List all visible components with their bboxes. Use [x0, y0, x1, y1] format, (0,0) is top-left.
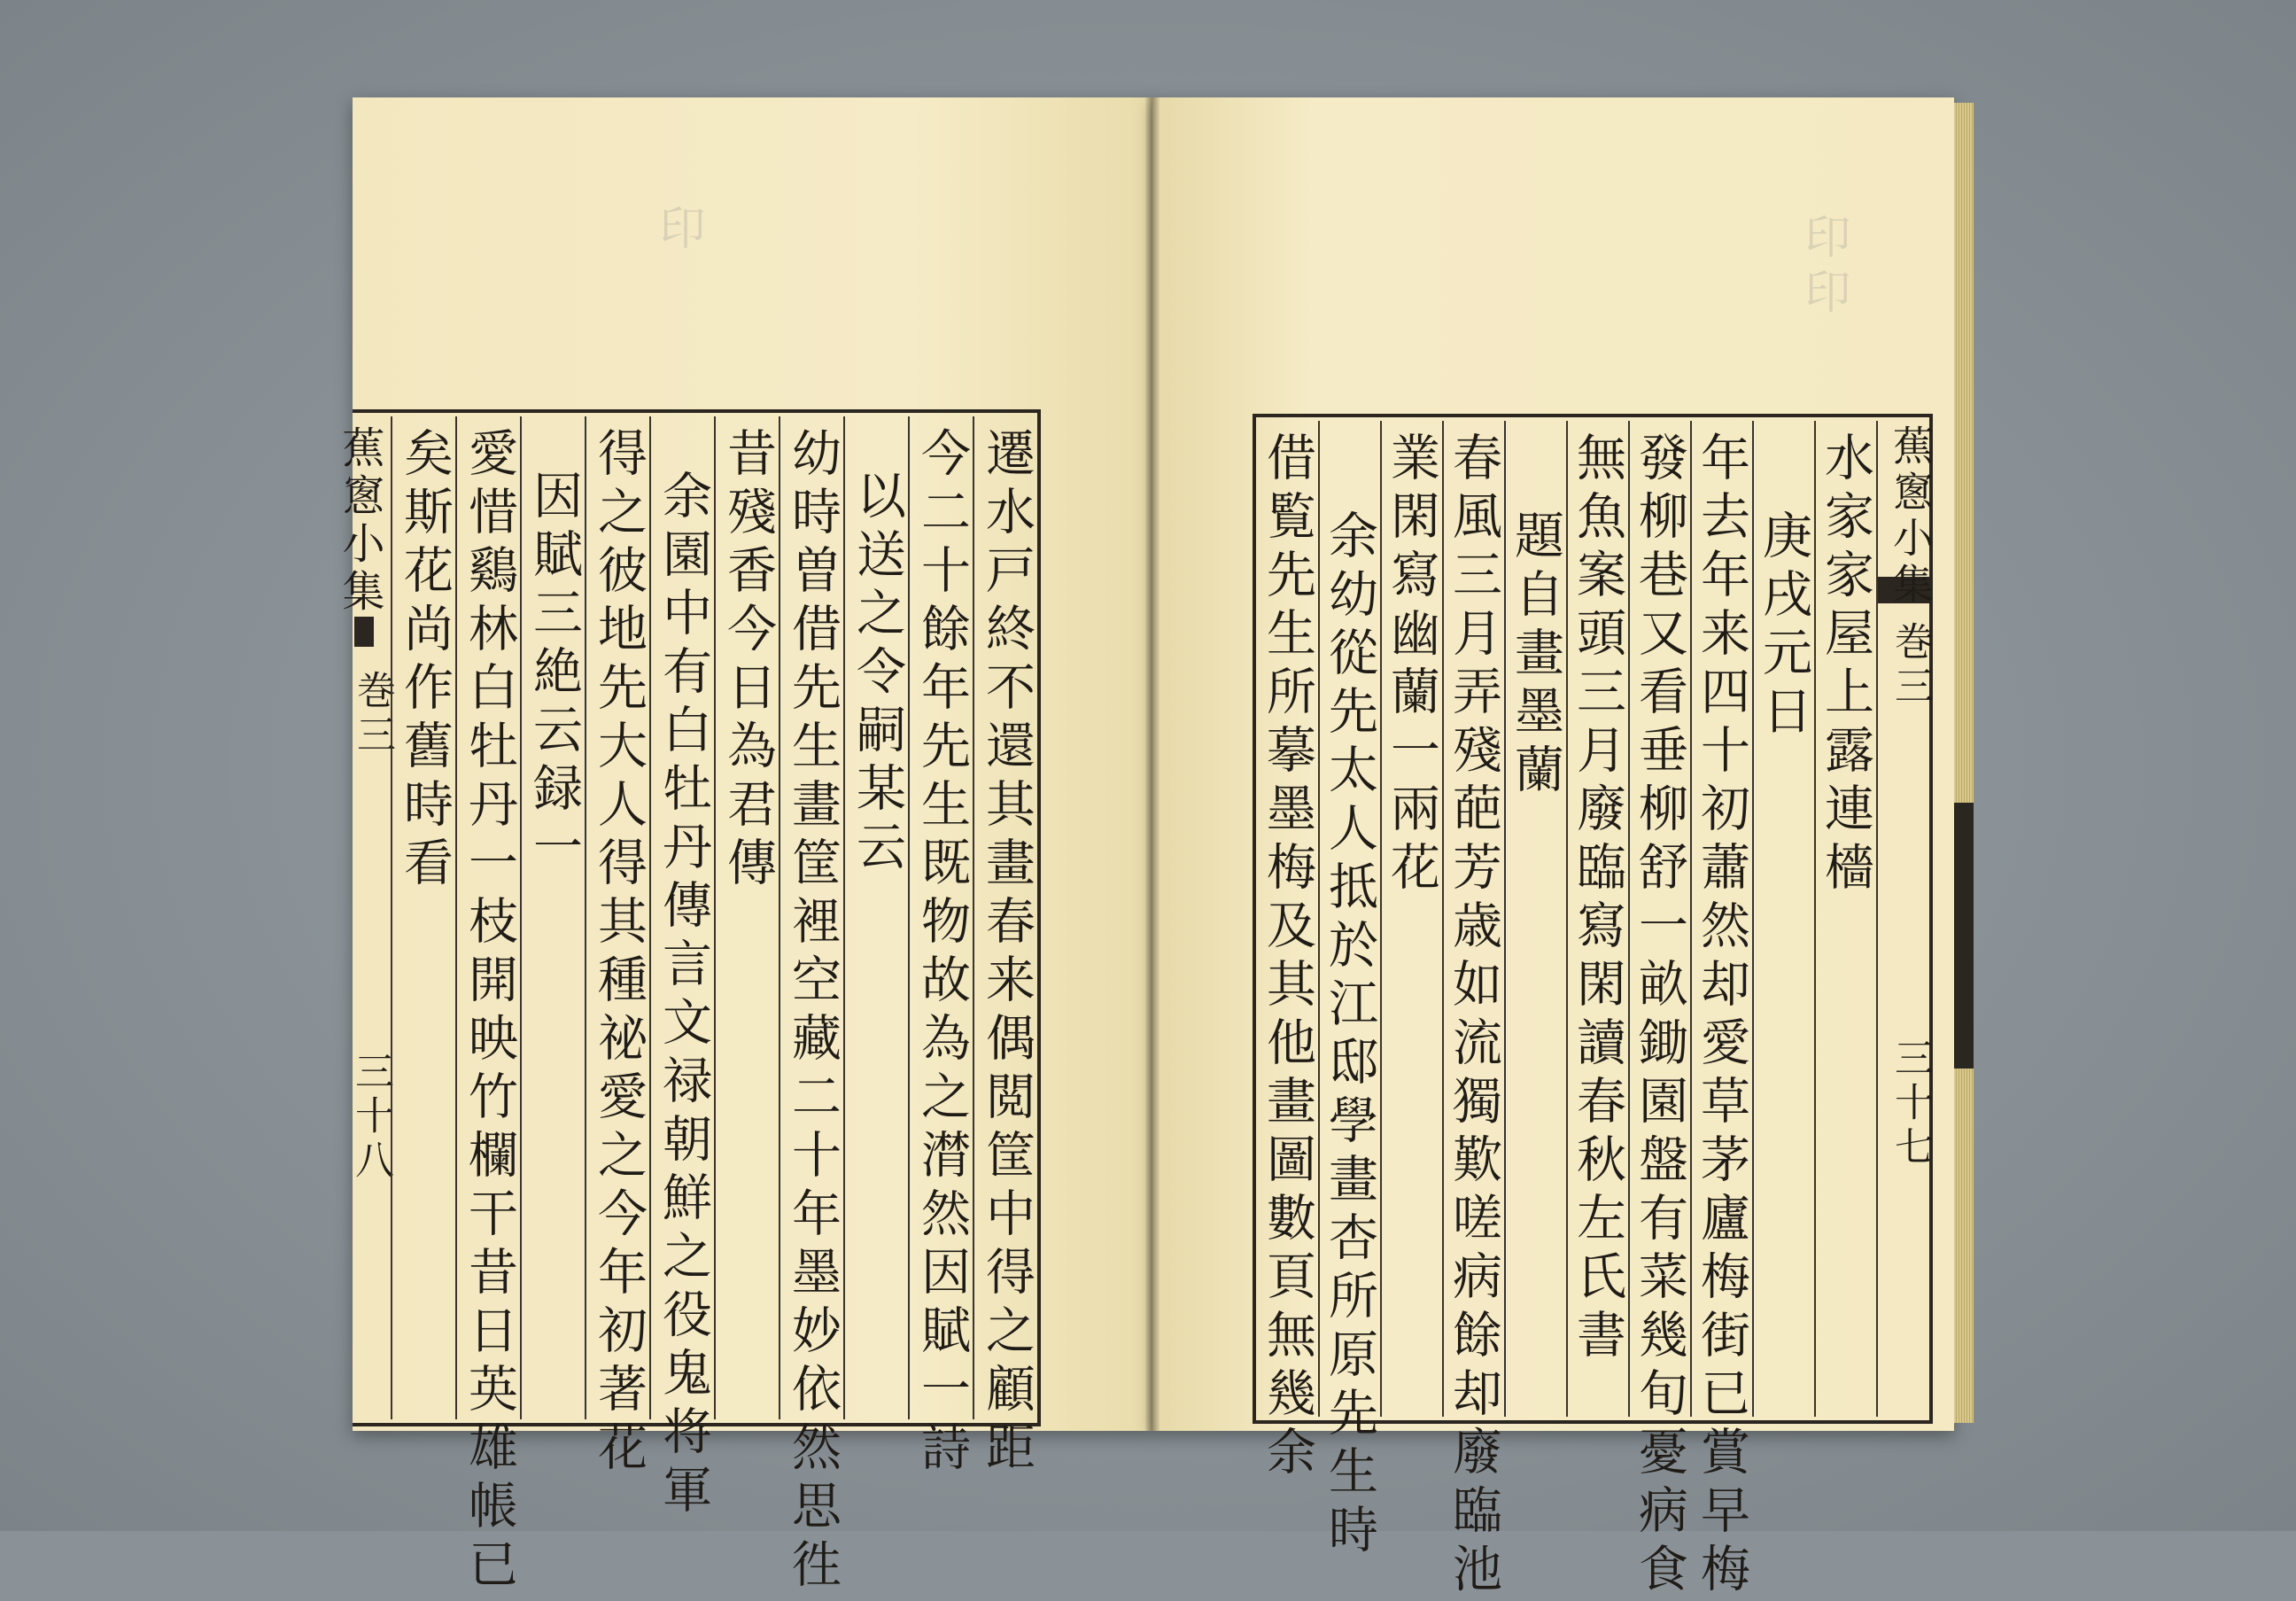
- column-text: 年去年来四十初蕭然却愛草茅廬梅街已賞早梅: [1693, 431, 1750, 1601]
- left-margin-title: 蕉窻小集: [335, 425, 384, 617]
- column-text: 水家家屋上露連檣: [1817, 431, 1874, 899]
- text-column: [520, 416, 585, 1419]
- column-text: 昔殘香今日為君傳: [719, 427, 777, 895]
- column-text: 無魚案頭三月廢臨寫閑讀春秋左氏書: [1569, 431, 1626, 1367]
- page-edges: [1954, 103, 1974, 1423]
- bleed-through-mark: 印印: [1796, 213, 1850, 323]
- left-page: [335, 97, 1152, 1597]
- column-text: 發柳巷又看垂柳舒一畝鋤園盤有菜幾旬憂病食: [1631, 431, 1688, 1601]
- text-column: [1628, 421, 1690, 1601]
- text-column: [908, 416, 973, 1480]
- fish-tail-mark: [354, 617, 374, 647]
- left-volume-label: 巻三: [350, 670, 395, 758]
- text-column: [1566, 421, 1628, 1417]
- column-text: 愛惜鷄林白牡丹一枝開映竹欄干昔日英雄帳已: [461, 427, 518, 1597]
- right-folio-number: 三十七: [1888, 1038, 1933, 1170]
- text-column: [779, 416, 843, 1597]
- column-text: 遷水戸終不還其畫春来偶閲筐中得之顧距: [978, 427, 1036, 1480]
- column-text: 借覧先生所摹墨梅及其他畫圖數頁無幾余: [1259, 431, 1316, 1484]
- text-column: [1380, 421, 1442, 1417]
- right-text-frame: [1253, 414, 1935, 1601]
- text-column: [391, 416, 455, 1419]
- column-text: 得之彼地先大人得其種祕愛之今年初著花: [590, 427, 648, 1480]
- column-text: 題自畫墨蘭: [1507, 509, 1564, 802]
- text-column: [843, 416, 908, 1419]
- text-column: [1442, 421, 1504, 1601]
- left-text-frame: [335, 409, 1041, 1597]
- text-column: [1318, 421, 1380, 1562]
- column-text: 以送之令嗣某云: [849, 470, 906, 879]
- text-column: [455, 416, 520, 1597]
- column-text: 因賦三絶云録一: [525, 470, 583, 879]
- text-column: [1814, 421, 1876, 1417]
- text-column: [649, 416, 714, 1522]
- bleed-through-mark: 印: [651, 204, 704, 259]
- column-text: 今二十餘年先生既物故為之潸然因賦一詩: [913, 427, 971, 1480]
- column-text: 幼時曽借先生畫筐裡空藏二十年墨妙依然思徃: [784, 427, 842, 1597]
- left-folio-number: 三十八: [348, 1051, 393, 1184]
- open-book: [335, 97, 1974, 1601]
- right-volume-label: 巻三: [1888, 621, 1933, 710]
- book-gutter: [1145, 97, 1160, 1431]
- column-text: 庚戌元日: [1755, 509, 1812, 743]
- column-text: 余園中有白牡丹傳言文禄朝鮮之役鬼将軍: [655, 470, 712, 1522]
- text-column: [973, 416, 1037, 1480]
- column-text: 余幼從先太人抵於江邸學畫杏所原先生時: [1321, 509, 1378, 1562]
- column-text: 業閑寫幽蘭一兩花: [1383, 431, 1440, 899]
- text-column: [714, 416, 779, 1419]
- text-column: [1752, 421, 1814, 1417]
- text-column: [1256, 421, 1318, 1484]
- column-text: 春風三月弄殘葩芳歳如流獨歎嗟病餘却廢臨池: [1445, 431, 1502, 1601]
- text-column: [585, 416, 649, 1480]
- right-margin-title: 蕉窻小集: [1887, 424, 1935, 609]
- column-text: 矣斯花尚作舊時看: [396, 427, 454, 895]
- text-column: [1504, 421, 1566, 1417]
- text-column: [1690, 421, 1752, 1601]
